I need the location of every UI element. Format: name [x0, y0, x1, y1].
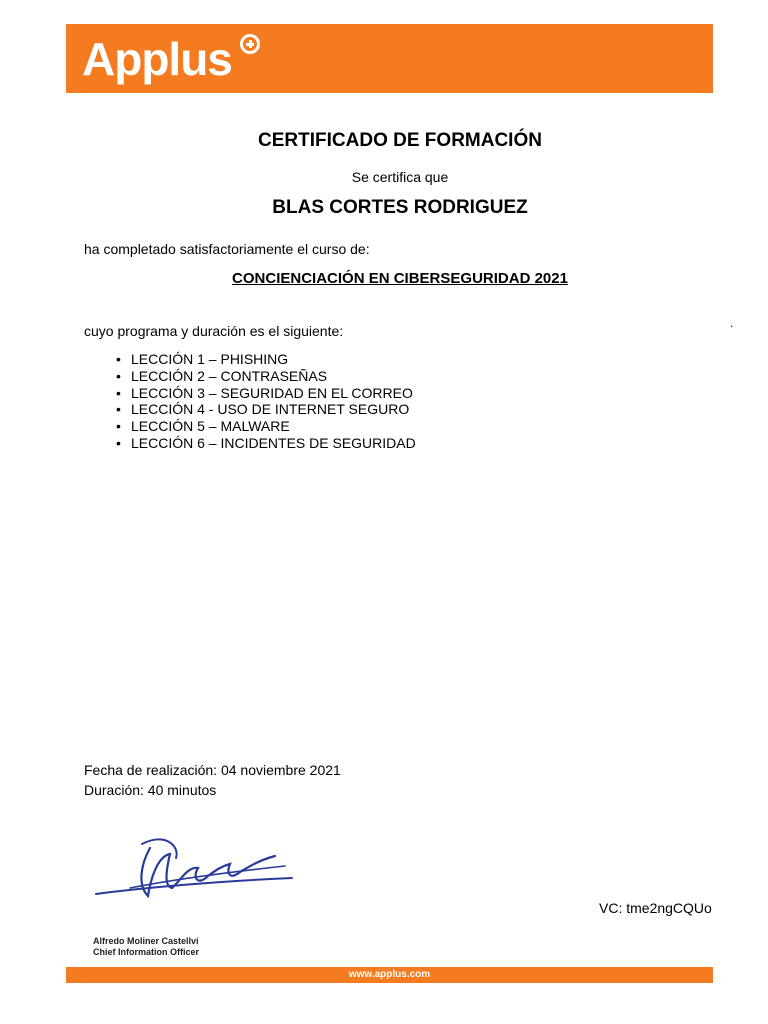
recipient-name: BLAS CORTES RODRIGUEZ [272, 197, 528, 218]
completed-text: ha completado satisfactoriamente el curso de: [84, 241, 370, 257]
signer-role: Chief Information Officer [93, 947, 200, 957]
lesson-list [110, 351, 416, 452]
stray-dot: . [730, 316, 734, 330]
lesson-item: • LECCIÓN 2 – CONTRASEÑAS [110, 368, 416, 385]
footer-url: www.applus.com [66, 967, 713, 983]
lesson-item: • LECCIÓN 3 – SEGURIDAD EN EL CORREO [110, 385, 416, 402]
signature-image [80, 826, 300, 926]
lesson-item: • LECCIÓN 4 - USO DE INTERNET SEGURO [110, 401, 416, 418]
lesson-item: • LECCIÓN 6 – INCIDENTES DE SEGURIDAD [110, 435, 416, 452]
applus-logo [82, 30, 232, 88]
signer-name: Alfredo Moliner Castellví [93, 936, 199, 946]
verification-code: VC: tme2ngCQUo [599, 900, 712, 916]
lesson-item: • LECCIÓN 1 – PHISHING [110, 351, 416, 368]
logo-text: Applus [82, 33, 232, 85]
certify-intro: Se certifica que [351, 169, 449, 185]
plus-circle-icon [240, 34, 260, 54]
lesson-item: • LECCIÓN 5 – MALWARE [110, 418, 416, 435]
course-duration: Duración: 40 minutos [84, 782, 217, 798]
certificate-title: CERTIFICADO DE FORMACIÓN [258, 130, 542, 151]
completion-date: Fecha de realización: 04 noviembre 2021 [84, 762, 341, 778]
course-title: CONCIENCIACIÓN EN CIBERSEGURIDAD 2021 [232, 270, 568, 287]
program-text: cuyo programa y duración es el siguiente: [84, 323, 344, 339]
